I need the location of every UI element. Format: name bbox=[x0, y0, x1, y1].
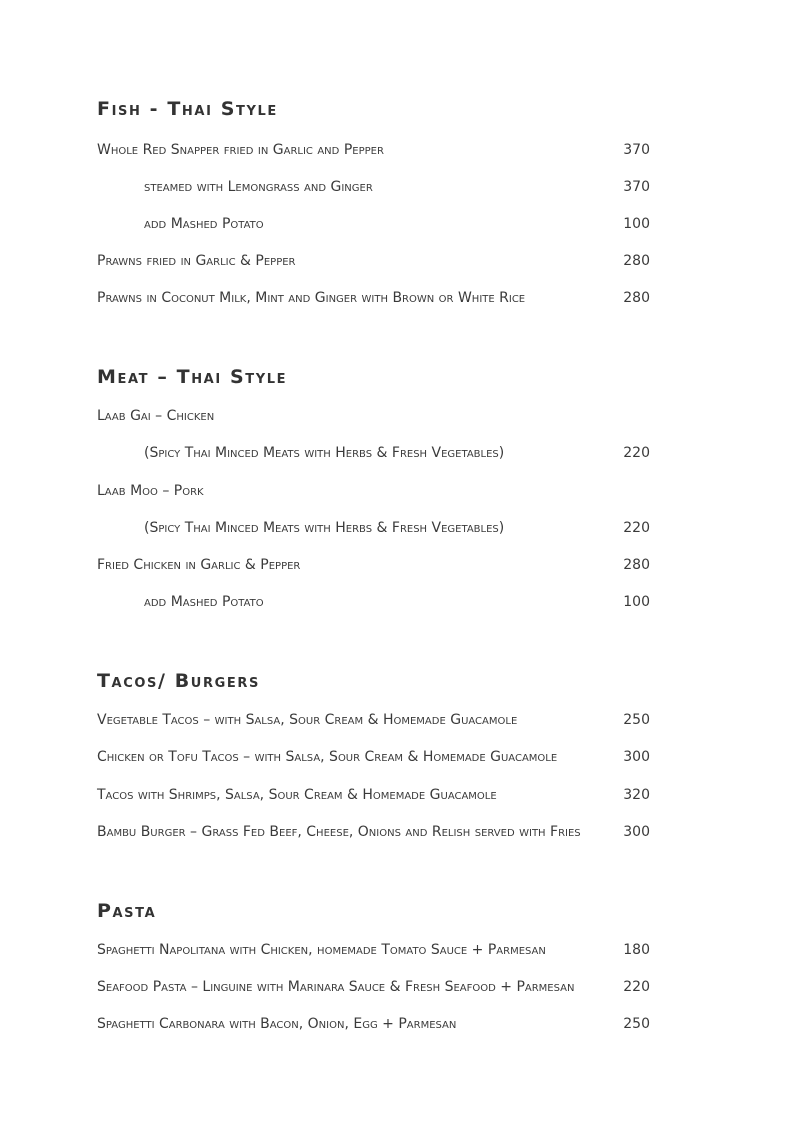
item-price: 280 bbox=[623, 253, 650, 269]
menu-item bbox=[97, 592, 653, 612]
item-name: Spaghetti Napolitana with Chicken, homemade Tomato Sauce + Parmesan bbox=[97, 942, 546, 958]
item-price: 250 bbox=[623, 712, 650, 728]
item-name: Whole Red Snapper fried in Garlic and Pepper bbox=[97, 142, 384, 158]
menu-item bbox=[97, 288, 653, 308]
item-price: 220 bbox=[623, 520, 650, 536]
item-price: 220 bbox=[623, 445, 650, 461]
menu-item bbox=[97, 710, 653, 730]
item-price: 100 bbox=[623, 216, 650, 232]
item-price: 320 bbox=[623, 787, 650, 803]
menu-item bbox=[97, 443, 653, 463]
menu-item bbox=[97, 481, 653, 501]
item-name: (Spicy Thai Minced Meats with Herbs & Fresh Vegetables) bbox=[144, 520, 505, 536]
item-name: steamed with Lemongrass and Ginger bbox=[144, 179, 373, 195]
section-title-fish: Fish - Thai Style bbox=[97, 98, 278, 120]
item-price: 280 bbox=[623, 557, 650, 573]
item-name: Tacos with Shrimps, Salsa, Sour Cream & Homemade Guacamole bbox=[97, 787, 497, 803]
item-name: Vegetable Tacos – with Salsa, Sour Cream & Homemade Guacamole bbox=[97, 712, 518, 728]
menu-item bbox=[97, 940, 653, 960]
item-name: Chicken or Tofu Tacos – with Salsa, Sour Cream & Homemade Guacamole bbox=[97, 749, 558, 765]
item-price: 280 bbox=[623, 290, 650, 306]
item-name: add Mashed Potato bbox=[144, 216, 264, 232]
item-name: Laab Moo – Pork bbox=[97, 483, 204, 499]
item-price: 370 bbox=[623, 142, 650, 158]
menu-item bbox=[97, 822, 653, 842]
item-price: 300 bbox=[623, 749, 650, 765]
item-name: Laab Gai – Chicken bbox=[97, 408, 215, 424]
menu-item bbox=[97, 555, 653, 575]
item-name: Fried Chicken in Garlic & Pepper bbox=[97, 557, 301, 573]
menu-item bbox=[97, 785, 653, 805]
section-title-pasta: Pasta bbox=[97, 900, 157, 922]
section-title-meat: Meat – Thai Style bbox=[97, 366, 288, 388]
section-title-tacos-burgers: Tacos/ Burgers bbox=[97, 670, 260, 692]
menu-item bbox=[97, 977, 653, 997]
item-price: 100 bbox=[623, 594, 650, 610]
item-name: Prawns fried in Garlic & Pepper bbox=[97, 253, 296, 269]
menu-item bbox=[97, 747, 653, 767]
menu-item bbox=[97, 1014, 653, 1034]
item-name: Spaghetti Carbonara with Bacon, Onion, Egg + Parmesan bbox=[97, 1016, 457, 1032]
item-name: Prawns in Coconut Milk, Mint and Ginger with Brown or White Rice bbox=[97, 290, 526, 306]
menu-item bbox=[97, 177, 653, 197]
item-price: 250 bbox=[623, 1016, 650, 1032]
item-price: 180 bbox=[623, 942, 650, 958]
item-price: 300 bbox=[623, 824, 650, 840]
menu-item bbox=[97, 518, 653, 538]
menu-item bbox=[97, 406, 653, 426]
item-name: add Mashed Potato bbox=[144, 594, 264, 610]
menu-item bbox=[97, 140, 653, 160]
menu-item bbox=[97, 214, 653, 234]
menu-item bbox=[97, 251, 653, 271]
item-name: (Spicy Thai Minced Meats with Herbs & Fresh Vegetables) bbox=[144, 445, 505, 461]
item-name: Bambu Burger – Grass Fed Beef, Cheese, Onions and Relish served with Fries bbox=[97, 824, 581, 840]
item-price: 220 bbox=[623, 979, 650, 995]
item-name: Seafood Pasta – Linguine with Marinara Sauce & Fresh Seafood + Parmesan bbox=[97, 979, 575, 995]
item-price: 370 bbox=[623, 179, 650, 195]
